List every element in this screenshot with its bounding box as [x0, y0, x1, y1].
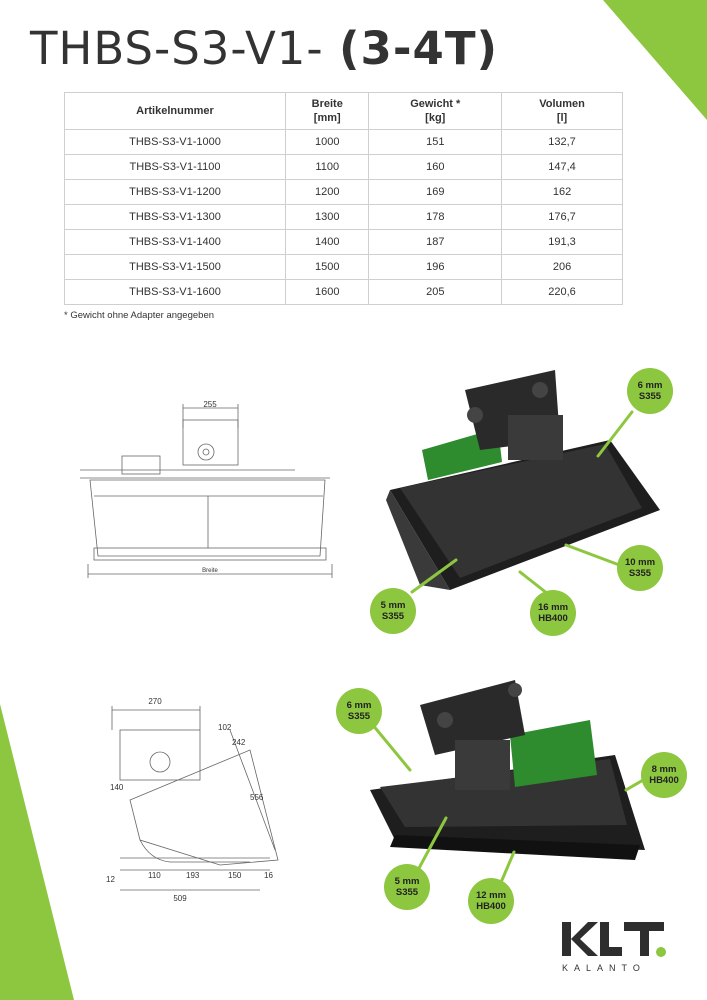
- dim-150: 150: [228, 871, 242, 880]
- table-cell: 162: [502, 180, 623, 205]
- table-cell: 160: [369, 155, 502, 180]
- table-cell: 220,6: [502, 280, 623, 305]
- table-cell: THBS-S3-V1-1300: [65, 205, 286, 230]
- table-cell: 1100: [286, 155, 369, 180]
- table-cell: THBS-S3-V1-1500: [65, 255, 286, 280]
- header-breite: Breite [mm]: [286, 93, 369, 130]
- page-title: THBS-S3-V1- (3-4T): [30, 22, 499, 75]
- table-cell: 196: [369, 255, 502, 280]
- table-cell: THBS-S3-V1-1200: [65, 180, 286, 205]
- dim-193: 193: [186, 871, 200, 880]
- table-cell: 132,7: [502, 130, 623, 155]
- callout-6mm-s355-bottom: 6 mm S355: [336, 688, 382, 734]
- logo-subtitle: KALANTO: [562, 963, 646, 973]
- dim-label-breite: Breite: [202, 568, 218, 574]
- dim-270: 270: [148, 697, 162, 706]
- header-gewicht: Gewicht * [kg]: [369, 93, 502, 130]
- table-cell: 178: [369, 205, 502, 230]
- table-cell: 1400: [286, 230, 369, 255]
- dim-140: 140: [110, 783, 124, 792]
- callout-16mm-hb400-top: 16 mm HB400: [530, 590, 576, 636]
- table-cell: 176,7: [502, 205, 623, 230]
- dim-110: 110: [148, 871, 161, 880]
- callout-5mm-s355-bottom: 5 mm S355: [384, 864, 430, 910]
- table-cell: 147,4: [502, 155, 623, 180]
- weight-footnote: * Gewicht ohne Adapter angegeben: [64, 310, 215, 321]
- table-cell: THBS-S3-V1-1600: [65, 280, 286, 305]
- dim-556: 556: [250, 793, 264, 802]
- table-cell: 206: [502, 255, 623, 280]
- table-cell: THBS-S3-V1-1400: [65, 230, 286, 255]
- table-cell: 1600: [286, 280, 369, 305]
- dim-509: 509: [173, 894, 187, 903]
- header-artikelnummer: Artikelnummer: [65, 93, 286, 130]
- table-cell: 151: [369, 130, 502, 155]
- dim-102: 102: [218, 723, 232, 732]
- callout-10mm-s355-top: 10 mm S355: [617, 545, 663, 591]
- table-cell: 1300: [286, 205, 369, 230]
- table-cell: 169: [369, 180, 502, 205]
- dim-top: 255: [203, 400, 217, 409]
- table-cell: 1200: [286, 180, 369, 205]
- callout-12mm-hb400-bottom: 12 mm HB400: [468, 878, 514, 924]
- table-cell: 191,3: [502, 230, 623, 255]
- table-cell: THBS-S3-V1-1100: [65, 155, 286, 180]
- table-cell: 187: [369, 230, 502, 255]
- dim-16: 16: [264, 871, 273, 880]
- table-cell: 1000: [286, 130, 369, 155]
- callout-6mm-s355-top: 6 mm S355: [627, 368, 673, 414]
- table-cell: 205: [369, 280, 502, 305]
- callout-8mm-hb400-bottom: 8 mm HB400: [641, 752, 687, 798]
- dim-242: 242: [232, 738, 246, 747]
- callout-5mm-s355-top: 5 mm S355: [370, 588, 416, 634]
- kalanto-logo: [560, 918, 680, 960]
- table-cell: 1500: [286, 255, 369, 280]
- table-cell: THBS-S3-V1-1000: [65, 130, 286, 155]
- header-volumen: Volumen [l]: [502, 93, 623, 130]
- dim-12: 12: [106, 875, 115, 884]
